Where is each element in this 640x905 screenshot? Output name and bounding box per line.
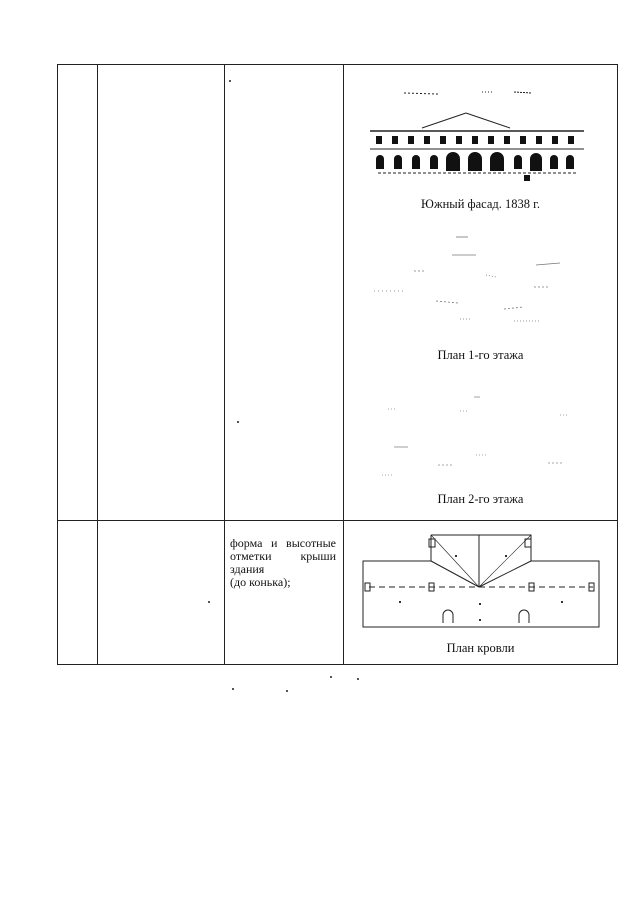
description-line: отметки крыши — [230, 549, 336, 563]
cell-number — [58, 65, 98, 521]
roof-description — [230, 537, 336, 589]
caption-south-facade: Южный фасад. 1838 г. — [420, 197, 540, 211]
cell-object — [98, 521, 225, 665]
caption-plan-floor-1: План 1-го этажа — [437, 348, 524, 362]
floor-plan-2-drawing-icon — [364, 391, 596, 481]
scan-artifact — [286, 690, 288, 692]
caption-plan-floor-2: План 2-го этажа — [437, 492, 524, 506]
cell-roof-plan — [344, 521, 618, 665]
scan-artifact — [330, 676, 332, 678]
description-line: здания — [230, 562, 265, 576]
south-facade-drawing-icon — [364, 83, 596, 183]
cell-illustrations — [344, 65, 618, 521]
description-line: форма и высотные — [230, 536, 336, 550]
cell-number — [58, 521, 98, 665]
scan-artifact — [357, 678, 359, 680]
table-row — [58, 65, 618, 521]
table-row — [58, 521, 618, 665]
floor-plan-1-drawing-icon — [364, 231, 596, 335]
cell-object — [98, 65, 225, 521]
cell-subject — [225, 521, 344, 665]
heritage-table — [57, 64, 618, 665]
caption-roof-plan: План кровли — [446, 641, 515, 655]
description-line: (до конька); — [230, 575, 291, 589]
roof-plan-drawing-icon — [359, 531, 603, 631]
scan-artifact — [232, 688, 234, 690]
cell-subject — [225, 65, 344, 521]
